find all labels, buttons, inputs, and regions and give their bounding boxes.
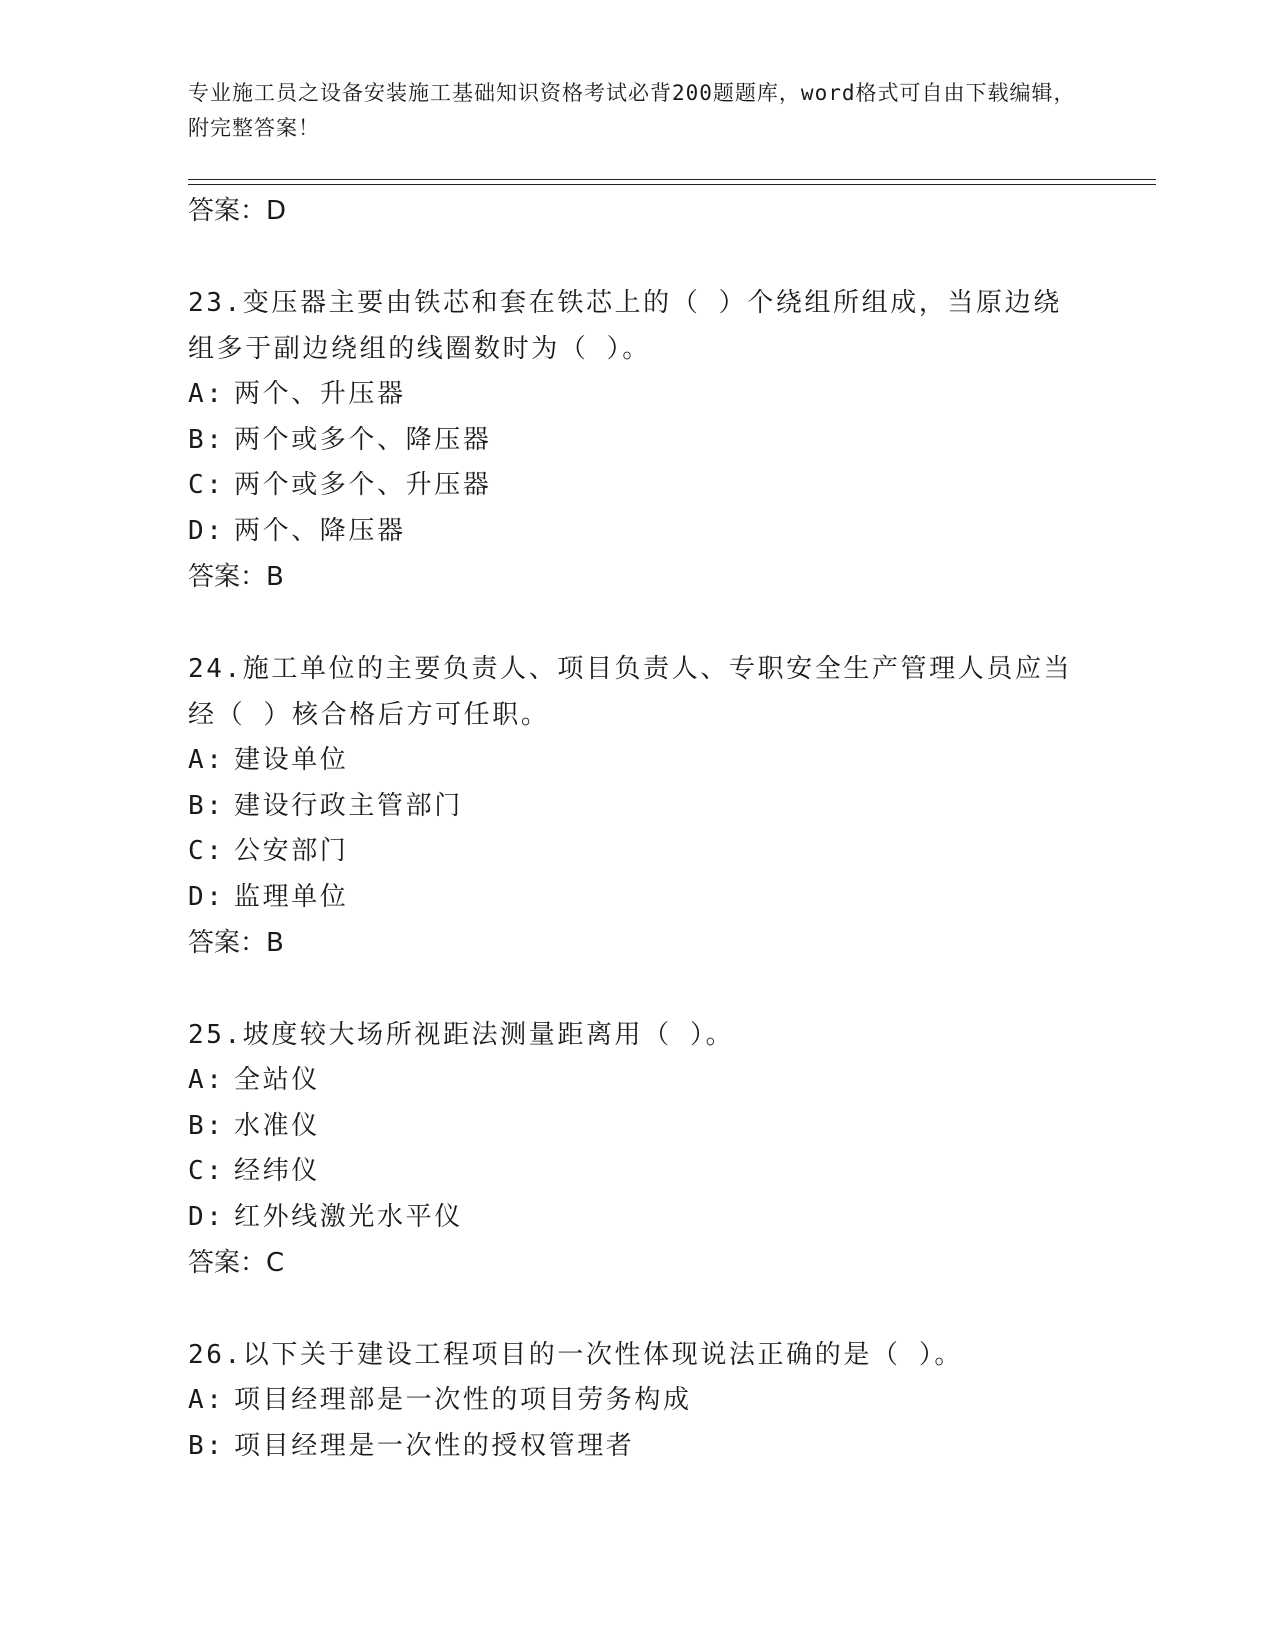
option-text: 两个或多个、升压器 <box>234 470 492 500</box>
question-item <box>188 966 1088 1286</box>
question-stem: 24.施工单位的主要负责人、项目负责人、专职安全生产管理人员应当经（ ）核合格后方可任职。 <box>188 654 1073 730</box>
option-text: 建设单位 <box>234 745 349 775</box>
option-d <box>188 1195 1088 1241</box>
option-text: 红外线激光水平仪 <box>234 1201 463 1232</box>
option-text: 监理单位 <box>234 881 349 912</box>
option-key: B: <box>188 424 225 455</box>
question-item <box>188 234 1088 600</box>
option-b <box>188 1104 1088 1150</box>
option-a <box>188 372 1088 418</box>
option-key: B: <box>188 1110 225 1141</box>
option-d <box>188 875 1088 921</box>
question-item <box>188 600 1088 966</box>
option-text: 经纬仪 <box>234 1156 320 1186</box>
option-text: 水准仪 <box>234 1110 320 1141</box>
question-stem: 25.坡度较大场所视距法测量距离用（ ）。 <box>188 1020 735 1050</box>
question-stem: 26.以下关于建设工程项目的一次性体现说法正确的是（ ）。 <box>188 1340 964 1370</box>
header-rule-bottom <box>188 184 1156 185</box>
answer-line: 答案：B <box>188 928 284 958</box>
option-c <box>188 463 1088 509</box>
option-key: A: <box>188 1385 225 1415</box>
answer-line: 答案：C <box>188 1248 285 1278</box>
header-rule-top <box>188 179 1156 180</box>
option-key: C: <box>188 470 225 500</box>
page-header <box>188 76 1088 146</box>
header-title: 专业施工员之设备安装施工基础知识资格考试必背200题题库，word格式可自由下载编辑，附完整答案！ <box>188 81 1076 140</box>
option-text: 公安部门 <box>234 836 349 866</box>
option-text: 项目经理是一次性的授权管理者 <box>234 1430 635 1461</box>
option-a <box>188 1378 1088 1424</box>
option-text: 两个或多个、降压器 <box>234 424 492 455</box>
option-text: 两个、升压器 <box>234 379 406 409</box>
option-key: B: <box>188 790 225 821</box>
option-key: C: <box>188 1156 225 1186</box>
question-item <box>188 1286 1088 1469</box>
question-stem: 23.变压器主要由铁芯和套在铁芯上的（ ）个绕组所组成，当原边绕组多于副边绕组的线圈数时为（ ）。 <box>188 288 1062 364</box>
option-c <box>188 829 1088 875</box>
option-key: D: <box>188 1201 225 1232</box>
option-b <box>188 1424 1088 1470</box>
answer-line: 答案：B <box>188 562 284 592</box>
option-key: A: <box>188 745 225 775</box>
question-list <box>188 188 1088 1469</box>
option-text: 两个、降压器 <box>234 515 406 546</box>
option-c <box>188 1149 1088 1195</box>
option-text: 项目经理部是一次性的项目劳务构成 <box>234 1385 692 1415</box>
option-key: C: <box>188 836 225 866</box>
option-key: A: <box>188 379 225 409</box>
option-a <box>188 1058 1088 1104</box>
option-key: D: <box>188 881 225 912</box>
option-b <box>188 784 1088 830</box>
option-b <box>188 418 1088 464</box>
option-text: 建设行政主管部门 <box>234 790 463 821</box>
option-key: D: <box>188 515 225 546</box>
option-text: 全站仪 <box>234 1065 320 1095</box>
answer-line: 答案：D <box>188 196 287 226</box>
option-a <box>188 738 1088 784</box>
option-key: A: <box>188 1065 225 1095</box>
option-d <box>188 509 1088 555</box>
option-key: B: <box>188 1430 225 1461</box>
